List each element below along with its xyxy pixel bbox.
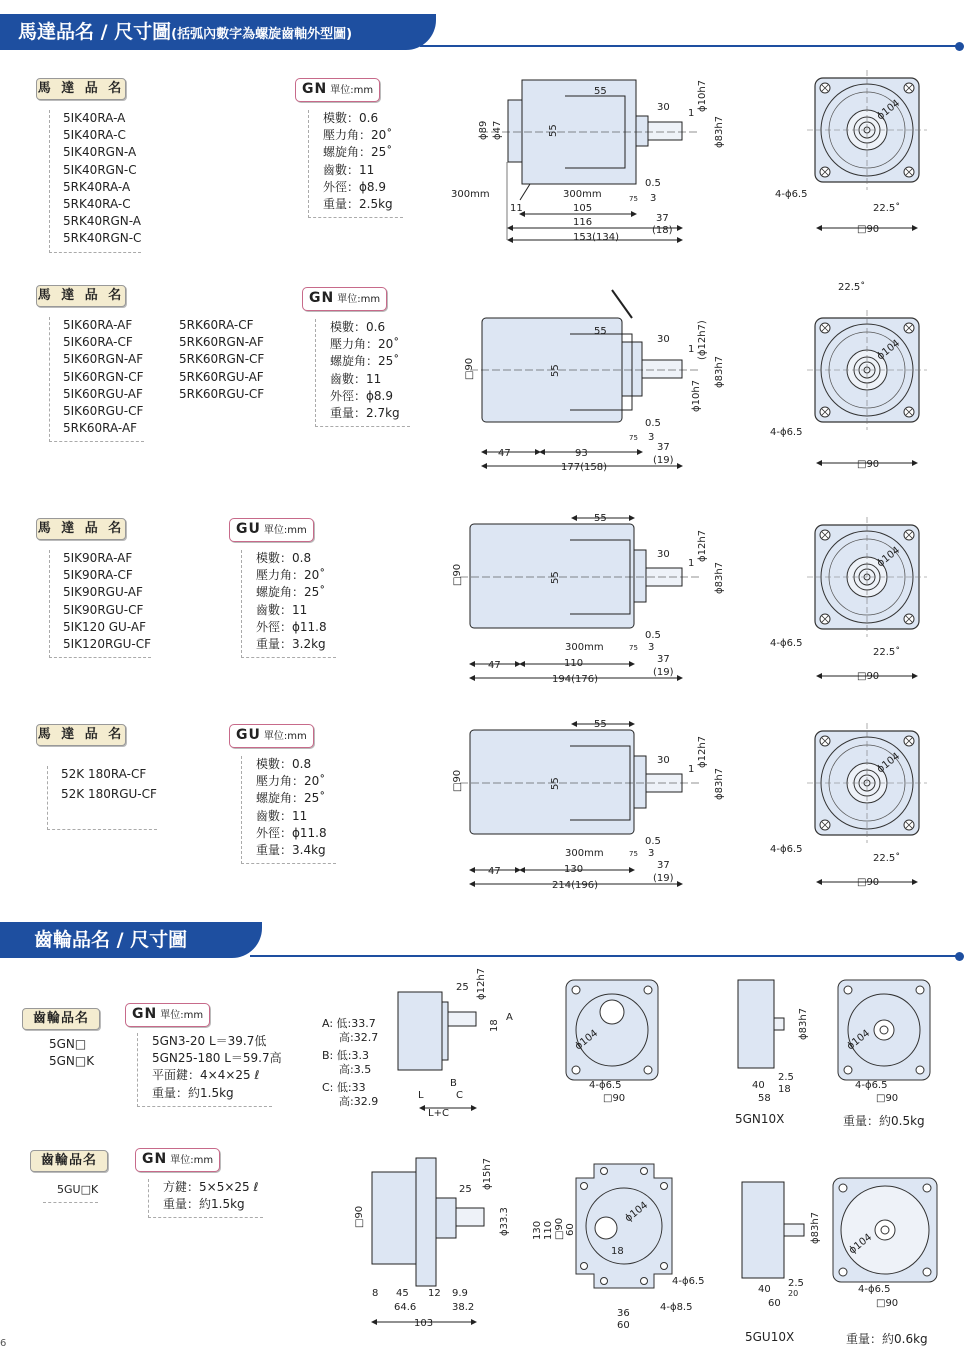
model-item: 5GU□K bbox=[57, 1183, 99, 1196]
dim-label: □90 bbox=[857, 671, 880, 682]
dim-label: 47 bbox=[488, 660, 501, 671]
dim-label: □90 bbox=[876, 1093, 899, 1104]
spec-item: 壓力角：20˚ bbox=[330, 337, 400, 352]
dim-label: ϕ104 bbox=[875, 97, 903, 123]
dim-label: 25 bbox=[459, 1184, 472, 1195]
unit-label: 單位:mm bbox=[337, 294, 381, 305]
spec-item: 螺旋角：25˚ bbox=[256, 791, 326, 806]
model-item: 5IK120 GU-AF bbox=[63, 619, 147, 634]
dim-label: ϕ104 bbox=[847, 1231, 875, 1257]
model-item: 52K 180RA-CF bbox=[61, 767, 147, 781]
dim-label: 130 bbox=[532, 1220, 543, 1240]
dim-label: ϕ12h7 bbox=[476, 967, 487, 1000]
dim-label: 3 bbox=[648, 642, 655, 653]
dim-label: ϕ12h7 bbox=[697, 529, 708, 562]
spec-item: 齒數：11 bbox=[256, 602, 308, 617]
model-item: 5IK40RGN-C bbox=[63, 162, 137, 177]
dim-label: 4-ϕ6.5 bbox=[589, 1080, 622, 1091]
gear-drawing-1b bbox=[738, 980, 784, 1068]
dim-label: 110 bbox=[564, 658, 584, 669]
dim-label: L+C bbox=[428, 1108, 449, 1119]
spec-item: 壓力角：20˚ bbox=[256, 774, 326, 789]
spec-item: 外徑：ϕ8.9 bbox=[323, 179, 387, 194]
spec-item: 齒數：11 bbox=[256, 808, 308, 823]
model-item: 5IK90RGU-CF bbox=[63, 602, 144, 617]
gear-name-tag: 齒輪品名 bbox=[22, 1008, 100, 1030]
sub-weight-label: 重量：約0.5kg bbox=[843, 1114, 925, 1128]
front-view-1 bbox=[807, 70, 927, 190]
dim-label: (ϕ12h7) bbox=[697, 320, 708, 360]
spec-item: 5GN25-180 L＝59.7高 bbox=[152, 1051, 282, 1066]
spec-item: 平面鍵：4×4×25 ℓ bbox=[152, 1068, 260, 1083]
spec-item: 模數：0.8 bbox=[256, 757, 312, 771]
dim-label: (19) bbox=[653, 873, 674, 884]
dim-label: 55 bbox=[594, 719, 607, 730]
gear-drawing-1 bbox=[398, 992, 476, 1108]
spec-item: 模數：0.6 bbox=[323, 111, 379, 125]
spec-item: 模數：0.8 bbox=[256, 551, 312, 565]
sub-model-label: 5GN10X bbox=[735, 1112, 785, 1126]
dim-label: ϕ33.3 bbox=[499, 1207, 510, 1236]
abc-item: 高:32.7 bbox=[339, 1031, 379, 1044]
spec-item: 重量：2.7kg bbox=[330, 406, 400, 421]
spec-item: 外徑：ϕ11.8 bbox=[256, 825, 327, 840]
dim-label: 177(158) bbox=[561, 462, 607, 473]
section-subtitle: (括弧內數字為螺旋齒軸外型圖) bbox=[171, 27, 353, 42]
unit-label: 單位:mm bbox=[160, 1010, 204, 1021]
spec-item: 螺旋角：25˚ bbox=[323, 145, 393, 160]
dim-label: 40 bbox=[758, 1284, 771, 1295]
dim-label: 300mm bbox=[451, 189, 490, 200]
abc-item: 高:3.5 bbox=[339, 1063, 372, 1076]
dim-label: 47 bbox=[488, 866, 501, 877]
gear-front-2b bbox=[833, 1178, 937, 1282]
gear-type: GN bbox=[309, 290, 335, 306]
dim-label: 55 bbox=[550, 571, 561, 584]
dim-label: 3 bbox=[650, 193, 657, 204]
dim-label: ϕ15h7 bbox=[482, 1157, 493, 1190]
dim-label: L bbox=[418, 1090, 424, 1101]
dim-label: A bbox=[506, 1012, 513, 1023]
model-item: 5IK60RA-CF bbox=[63, 335, 133, 350]
model-item: 5RK60RGN-AF bbox=[179, 335, 264, 350]
dim-label: □90 bbox=[857, 459, 880, 470]
dim-label: 22.5˚ bbox=[873, 647, 901, 658]
dim-label: 18 bbox=[611, 1246, 624, 1257]
dim-label: 75 bbox=[629, 195, 638, 203]
dim-label: B bbox=[450, 1078, 457, 1089]
abc-item: A: 低:33.7 bbox=[322, 1017, 376, 1030]
model-item: 5GN□K bbox=[49, 1054, 95, 1069]
dim-label: 30 bbox=[657, 549, 670, 560]
dim-label: 40 bbox=[752, 1080, 765, 1091]
abc-item: B: 低:3.3 bbox=[322, 1049, 369, 1062]
gear-front-1 bbox=[566, 980, 658, 1080]
dim-label: 1 bbox=[688, 108, 695, 119]
spec-item: 模數：0.6 bbox=[330, 320, 386, 334]
model-item: 5RK60RGU-CF bbox=[179, 386, 265, 401]
spec-item: 螺旋角：25˚ bbox=[330, 354, 400, 369]
model-item: 5RK60RA-AF bbox=[63, 421, 138, 436]
spec-item: 齒數：11 bbox=[330, 371, 382, 386]
dim-label: 0.5 bbox=[645, 630, 661, 641]
dim-label: 300mm bbox=[565, 848, 604, 859]
dim-label: 12 bbox=[428, 1288, 441, 1299]
dim-label: 153(134) bbox=[573, 232, 619, 243]
gear-front-2 bbox=[576, 1164, 672, 1288]
dim-label: 0.5 bbox=[645, 178, 661, 189]
dim-label: ϕ10h7 bbox=[697, 79, 708, 112]
model-item: 5IK120RGU-CF bbox=[63, 637, 151, 652]
front-view-3 bbox=[807, 517, 927, 637]
gear-type: GN bbox=[132, 1006, 158, 1022]
front-view-2 bbox=[807, 310, 927, 430]
dim-label: ϕ89 bbox=[478, 120, 489, 140]
spec-item: 螺旋角：25˚ bbox=[256, 585, 326, 600]
dim-label: 214(196) bbox=[552, 880, 598, 891]
section-title-gear: 齒輪品名 / 尺寸圖 bbox=[34, 929, 188, 951]
dim-label: C bbox=[456, 1090, 463, 1101]
dim-label: 103 bbox=[414, 1318, 434, 1329]
gear-drawing-2b bbox=[742, 1182, 804, 1278]
dim-label: 55 bbox=[548, 124, 559, 137]
motor-drawing-2 bbox=[470, 290, 700, 466]
motor-name-tag: 馬 達 品 名 bbox=[36, 518, 126, 540]
model-item: 5IK40RA-C bbox=[63, 128, 126, 143]
dim-label: 22.5˚ bbox=[873, 853, 901, 864]
dim-label: 60 bbox=[768, 1298, 781, 1309]
dim-label: ϕ83h7 bbox=[714, 115, 725, 148]
dim-label: 1 bbox=[688, 558, 695, 569]
dim-label: 4-ϕ8.5 bbox=[660, 1302, 693, 1313]
dim-label: ϕ104 bbox=[845, 1027, 873, 1053]
dim-label: 116 bbox=[573, 217, 593, 228]
page-mark: 6 bbox=[0, 1338, 7, 1349]
model-item: 5RK60RA-CF bbox=[179, 318, 254, 332]
dim-label: 55 bbox=[594, 86, 607, 97]
dim-label: 4-ϕ6.5 bbox=[672, 1276, 705, 1287]
dim-label: 75 bbox=[629, 644, 638, 652]
spec-item: 壓力角：20˚ bbox=[256, 568, 326, 583]
dim-label: 194(176) bbox=[552, 674, 598, 685]
abc-item: 高:32.9 bbox=[339, 1095, 379, 1108]
dim-label: 105 bbox=[573, 203, 593, 214]
dim-label: 3 bbox=[648, 432, 655, 443]
dim-label: □90 bbox=[876, 1298, 899, 1309]
dim-label: ϕ83h7 bbox=[714, 561, 725, 594]
dim-label: 60 bbox=[617, 1320, 630, 1331]
spec-item: 重量：約1.5kg bbox=[163, 1197, 245, 1212]
dim-label: 37 bbox=[657, 860, 670, 871]
model-item: 5IK60RGU-CF bbox=[63, 404, 144, 419]
model-item: 5IK90RA-AF bbox=[63, 551, 133, 565]
dim-label: 9.9 bbox=[452, 1288, 468, 1299]
model-item: 5RK60RGN-CF bbox=[179, 352, 265, 367]
spec-item: 重量：3.2kg bbox=[256, 637, 326, 652]
gear-type: GU bbox=[236, 521, 261, 537]
dim-label: 75 bbox=[629, 850, 638, 858]
model-item: 5RK40RGN-A bbox=[63, 214, 141, 229]
dim-label: 60 bbox=[565, 1223, 576, 1236]
sub-weight-label: 重量：約0.6kg bbox=[846, 1332, 928, 1346]
dim-label: 30 bbox=[657, 334, 670, 345]
motor-name-tag: 馬 達 品 名 bbox=[36, 78, 126, 100]
dim-label: 1 bbox=[688, 344, 695, 355]
spec-item: 重量：約1.5kg bbox=[152, 1085, 234, 1100]
dim-label: ϕ83h7 bbox=[810, 1211, 821, 1244]
dim-label: 4-ϕ6.5 bbox=[858, 1284, 891, 1295]
dim-label: 30 bbox=[657, 755, 670, 766]
dim-label: 4-ϕ6.5 bbox=[855, 1080, 888, 1091]
dim-label: 55 bbox=[594, 326, 607, 337]
dim-label: ϕ104 bbox=[875, 544, 903, 570]
section-title: 馬達品名 / 尺寸圖 bbox=[18, 21, 172, 43]
model-item: 5IK60RGN-AF bbox=[63, 352, 144, 367]
dim-label: ϕ104 bbox=[623, 1199, 651, 1225]
dim-label: (18) bbox=[652, 225, 673, 236]
dim-label: 93 bbox=[575, 448, 588, 459]
unit-label: 單位:mm bbox=[170, 1155, 214, 1166]
unit-label: 單位:mm bbox=[330, 85, 374, 96]
spec-item: 壓力角：20˚ bbox=[323, 128, 393, 143]
dim-label: 4-ϕ6.5 bbox=[775, 189, 808, 200]
spec-item: 方鍵：5×5×25 ℓ bbox=[163, 1180, 259, 1194]
model-item: 5IK60RGU-AF bbox=[63, 386, 143, 401]
dim-label: 0.5 bbox=[645, 836, 661, 847]
dim-label: 3 bbox=[648, 848, 655, 859]
dim-label: 25 bbox=[456, 982, 469, 993]
dim-label: 2.5 bbox=[788, 1278, 804, 1289]
model-item: 5RK40RGN-C bbox=[63, 231, 142, 246]
dim-label: □90 bbox=[554, 1217, 565, 1240]
dim-label: □90 bbox=[354, 1205, 365, 1228]
dim-label: ϕ83h7 bbox=[798, 1007, 809, 1040]
model-item: 5RK40RA-C bbox=[63, 197, 131, 212]
dim-label: ϕ10h7 bbox=[691, 379, 702, 412]
dim-label: 55 bbox=[550, 364, 561, 377]
dim-label: □90 bbox=[857, 877, 880, 888]
dim-label: □90 bbox=[603, 1093, 626, 1104]
dim-label: □90 bbox=[452, 563, 463, 586]
motor-name-tag: 馬 達 品 名 bbox=[36, 285, 126, 307]
dim-label: 47 bbox=[498, 448, 511, 459]
model-item: 5IK90RGU-AF bbox=[63, 585, 143, 600]
dim-label: 55 bbox=[594, 513, 607, 524]
dim-label: 0.5 bbox=[645, 418, 661, 429]
spec-item: 外徑：ϕ11.8 bbox=[256, 619, 327, 634]
model-item: 5IK60RA-AF bbox=[63, 318, 133, 332]
dim-label: 110 bbox=[543, 1220, 554, 1240]
dim-label: 38.2 bbox=[452, 1302, 475, 1313]
dim-label: 55 bbox=[550, 777, 561, 790]
dim-label: 58 bbox=[758, 1093, 771, 1104]
dim-label: ϕ83h7 bbox=[714, 767, 725, 800]
dim-label: 45 bbox=[396, 1288, 409, 1299]
dim-label: ϕ83h7 bbox=[714, 355, 725, 388]
dim-label: □90 bbox=[464, 357, 475, 380]
gear-type: GU bbox=[236, 727, 261, 743]
spec-item: 5GN3-20 L＝39.7低 bbox=[152, 1034, 267, 1048]
dim-label: ϕ47 bbox=[492, 120, 503, 140]
dim-label: 130 bbox=[564, 864, 584, 875]
dim-label: 36 bbox=[617, 1308, 630, 1319]
motor-name-tag: 馬 達 品 名 bbox=[36, 724, 126, 746]
model-item: 5RK40RA-A bbox=[63, 179, 131, 194]
dim-label: 300mm bbox=[563, 189, 602, 200]
dim-label: □90 bbox=[452, 769, 463, 792]
dim-label: (19) bbox=[653, 667, 674, 678]
model-item: 5GN□ bbox=[49, 1037, 87, 1051]
model-item: 5IK40RGN-A bbox=[63, 145, 137, 160]
model-item: 52K 180RGU-CF bbox=[61, 787, 157, 802]
model-item: 5IK40RA-A bbox=[63, 111, 126, 125]
dim-label: 37 bbox=[656, 213, 669, 224]
gear-type: GN bbox=[142, 1151, 168, 1167]
spec-item: 重量：3.4kg bbox=[256, 843, 326, 858]
abc-item: C: 低:33 bbox=[322, 1081, 366, 1094]
dim-label: 37 bbox=[657, 442, 670, 453]
dim-label: ϕ104 bbox=[875, 337, 903, 363]
dim-label: ϕ12h7 bbox=[697, 735, 708, 768]
dim-label: 4-ϕ6.5 bbox=[770, 638, 803, 649]
sub-model-label: 5GU10X bbox=[745, 1330, 795, 1344]
gear-front-1b bbox=[838, 980, 930, 1080]
dim-label: □90 bbox=[857, 224, 880, 235]
dim-label: 8 bbox=[372, 1288, 379, 1299]
dim-label: 18 bbox=[489, 1019, 500, 1032]
dim-label: (19) bbox=[653, 455, 674, 466]
spec-item: 重量：2.5kg bbox=[323, 197, 393, 212]
dim-label: 30 bbox=[657, 102, 670, 113]
model-item: 5IK60RGN-CF bbox=[63, 369, 144, 384]
unit-label: 單位:mm bbox=[263, 731, 307, 742]
dim-label: ϕ104 bbox=[875, 750, 903, 776]
gear-name-tag: 齒輪品名 bbox=[30, 1150, 108, 1172]
dim-label: 4-ϕ6.5 bbox=[770, 844, 803, 855]
dim-label: 64.6 bbox=[394, 1302, 417, 1313]
dim-label: ϕ104 bbox=[573, 1027, 601, 1053]
unit-label: 單位:mm bbox=[263, 525, 307, 536]
spec-item: 齒數：11 bbox=[323, 162, 375, 177]
dim-label: 4-ϕ6.5 bbox=[770, 427, 803, 438]
spec-item: 外徑：ϕ8.9 bbox=[330, 388, 394, 403]
model-item: 5IK90RA-CF bbox=[63, 568, 133, 583]
dim-label: 2.5 bbox=[778, 1072, 794, 1083]
dim-label: 37 bbox=[657, 654, 670, 665]
front-view-4 bbox=[807, 723, 927, 843]
dim-label: 22.5˚ bbox=[873, 203, 901, 214]
model-item: 5RK60RGU-AF bbox=[179, 369, 264, 384]
dim-label: 300mm bbox=[565, 642, 604, 653]
dim-label: 22.5˚ bbox=[838, 282, 866, 293]
dim-label: 20 bbox=[788, 1289, 799, 1298]
dim-label: 11 bbox=[510, 203, 523, 214]
dim-label: 75 bbox=[629, 434, 638, 442]
gear-type: GN bbox=[302, 81, 328, 97]
dim-label: 1 bbox=[688, 764, 695, 775]
dim-label: 18 bbox=[778, 1084, 791, 1095]
